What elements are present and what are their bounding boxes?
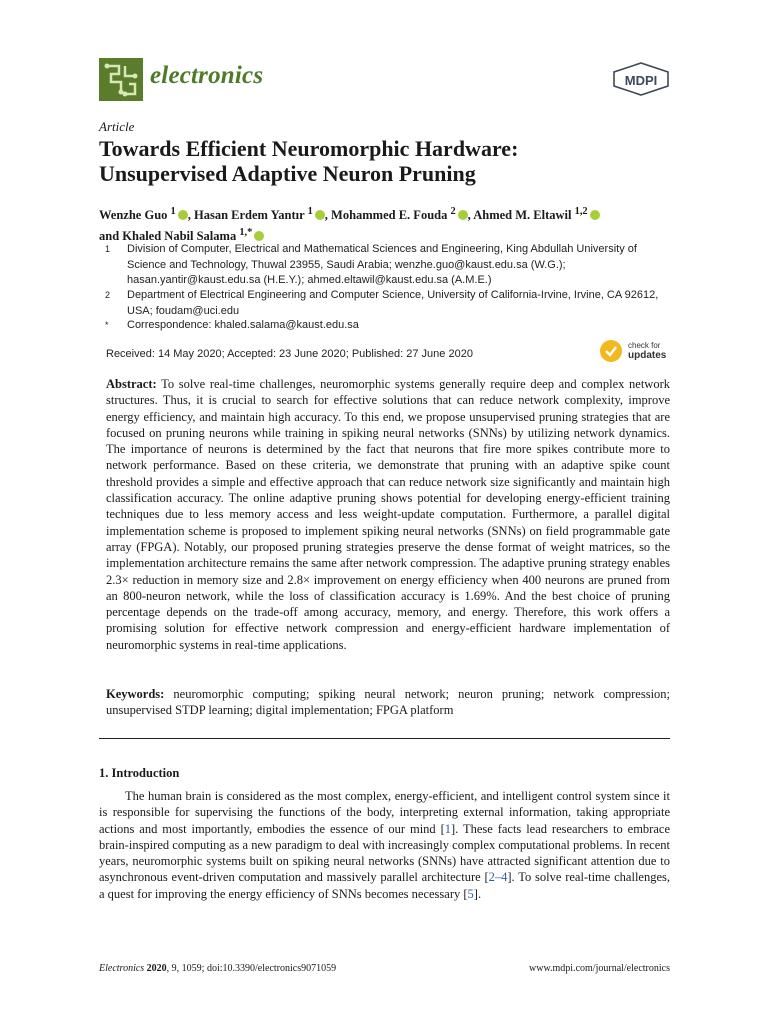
check-for-updates-badge[interactable]	[600, 340, 675, 364]
orcid-icon[interactable]	[178, 210, 188, 220]
author-affil-mark: 2	[450, 206, 456, 217]
mdpi-logo	[612, 62, 670, 96]
introduction-paragraph	[99, 788, 670, 902]
footer-url[interactable]: www.mdpi.com/journal/electronics	[529, 963, 670, 974]
author-affil-mark: 1,2	[574, 206, 588, 217]
footer-journal: Electronics	[99, 963, 145, 974]
publication-dates: Received: 14 May 2020; Accepted: 23 June 2020; Published: 27 June 2020	[106, 348, 473, 360]
orcid-icon[interactable]	[458, 210, 468, 220]
footer-year: 2020	[146, 963, 167, 974]
author-name: Mohammed E. Fouda	[331, 208, 448, 223]
journal-name: electronics	[150, 62, 264, 89]
affiliation-text: Division of Computer, Electrical and Mathematical Sciences and Engineering, King Abdullah University of Science and Technology, Thuwal 23955, Saudi Arabia; wenzhe.guo@kaust.edu.sa (W.G.); hasan.yantir@kaust.edu.sa (H.E.Y.); ahmed.eltawil@kaust.edu.sa (A.M.E.)	[127, 243, 637, 286]
abstract-label: Abstract:	[106, 377, 157, 391]
article-type: Article	[99, 119, 135, 134]
abstract-text: To solve real-time challenges, neuromorphic systems generally require deep and complex network structures. Thus, it is crucial to search for effective solutions that can reduce network complexity, improve energy efficiency, and maintain high accuracy. To this end, we propose unsupervised pruning strategies that are focused on pruning neurons while training in spiking neural networks (SNNs) by utilizing network dynamics. The importance of neurons is determined by the fact that neurons that fire more spikes contribute more to network performance. Based on these criteria, we demonstrate that pruning with an adaptive spike count threshold provides a simple and effective approach that can reduce network size significantly and maintain high classification accuracy. The online adaptive pruning shows potential for developing energy-efficient training techniques due to less memory access and less weight-update computation. Furthermore, a parallel digital implementation scheme is proposed to implement spiking neural networks (SNNs) on field programmable gate array (FPGA). Notably, our proposed pruning strategies preserve the dense format of weight matrices, so the implementation architecture remains the same after network compression. The adaptive pruning strategy enables 2.3× reduction in memory size and 2.8× improvement on energy efficiency when 400 neurons are pruned from an 800-neuron network, while the loss of classification accuracy is 1.69%. And the best choice of pruning percentage depends on the trade-off among accuracy, memory, and energy. Therefore, this work offers a promising solution for effective network compression and energy-efficient hardware implementation of neuromorphic systems in real-time applications.	[106, 377, 670, 652]
orcid-icon[interactable]	[254, 231, 264, 241]
author-affil-mark: 1	[307, 206, 313, 217]
section-divider	[99, 738, 670, 739]
keywords-label: Keywords:	[106, 687, 165, 701]
citation-link[interactable]: 5	[467, 886, 474, 901]
citation-link[interactable]: 1	[444, 821, 451, 836]
author-affil-mark: 1	[170, 206, 176, 217]
intro-text: ]. To solve real-time challenges, a quest for improving the energy efficiency of SNNs becomes necessary [	[99, 870, 670, 901]
paper-title	[99, 136, 679, 186]
affiliation-mark: *	[105, 320, 109, 330]
title-line-2: Unsupervised Adaptive Neuron Pruning	[99, 161, 476, 186]
abstract	[106, 376, 670, 653]
affiliation-mark: 2	[105, 290, 111, 300]
journal-logo-icon	[99, 58, 143, 101]
citation-link[interactable]: 2–4	[488, 870, 508, 885]
publisher-name: MDPI	[624, 73, 658, 88]
section-heading: 1. Introduction	[99, 766, 180, 780]
check-updates-icon	[600, 340, 622, 362]
keywords	[106, 686, 670, 719]
keywords-text: neuromorphic computing; spiking neural network; neuron pruning; network compression; unsupervised STDP learning; digital implementation; FPGA platform	[106, 687, 671, 718]
affiliation-text: Correspondence: khaled.salama@kaust.edu.sa	[127, 319, 359, 331]
author-conjunction: and	[99, 229, 123, 244]
affiliation-text: Department of Electrical Engineering and Computer Science, University of California-Irvine, Irvine, CA 92612, USA; foudam@uci.edu	[127, 289, 659, 317]
check-updates-line-2: updates	[628, 350, 667, 361]
intro-text: ].	[473, 886, 482, 901]
title-line-1: Towards Efficient Neuromorphic Hardware:	[99, 136, 519, 161]
author-name: Khaled Nabil Salama	[122, 229, 237, 244]
author-list: Wenzhe Guo $^1$ , Hasan Erdem Yantır $^1$ , Mohammed E. Fouda $^2$ , Ahmed M. Eltawil $^{1,2}$ and Khaled Nabil Salama $^{1,*}$	[99, 203, 679, 245]
intro-text: The human brain is considered as the most complex, energy-efficient, and intelligent control system since it is responsible for supervising the functions of the body, interpreting external information, taking appropriate actions and most importantly, embodies the essence of our mind [	[99, 789, 670, 836]
author-name: Wenzhe Guo	[99, 208, 168, 223]
author-name: Hasan Erdem Yantır	[194, 208, 305, 223]
check-updates-line-1: check for	[628, 341, 661, 350]
orcid-icon[interactable]	[590, 210, 600, 220]
orcid-icon[interactable]	[315, 210, 325, 220]
author-name: Ahmed M. Eltawil	[473, 208, 572, 223]
footer-citation	[99, 963, 336, 974]
affiliation-mark: 1	[105, 244, 111, 254]
intro-text: ]. These facts lead researchers to embrace brain-inspired computing as a new paradigm to deal with increasingly complex computational problems. In recent years, neuromorphic systems built on spiking neural networks (SNNs) have attracted significant attention due to asynchronous event-driven computation and massively parallel architecture [	[99, 821, 670, 885]
footer-doi: , 9, 1059; doi:10.3390/electronics9071059	[166, 963, 337, 974]
author-affil-mark: 1,*	[239, 227, 253, 239]
